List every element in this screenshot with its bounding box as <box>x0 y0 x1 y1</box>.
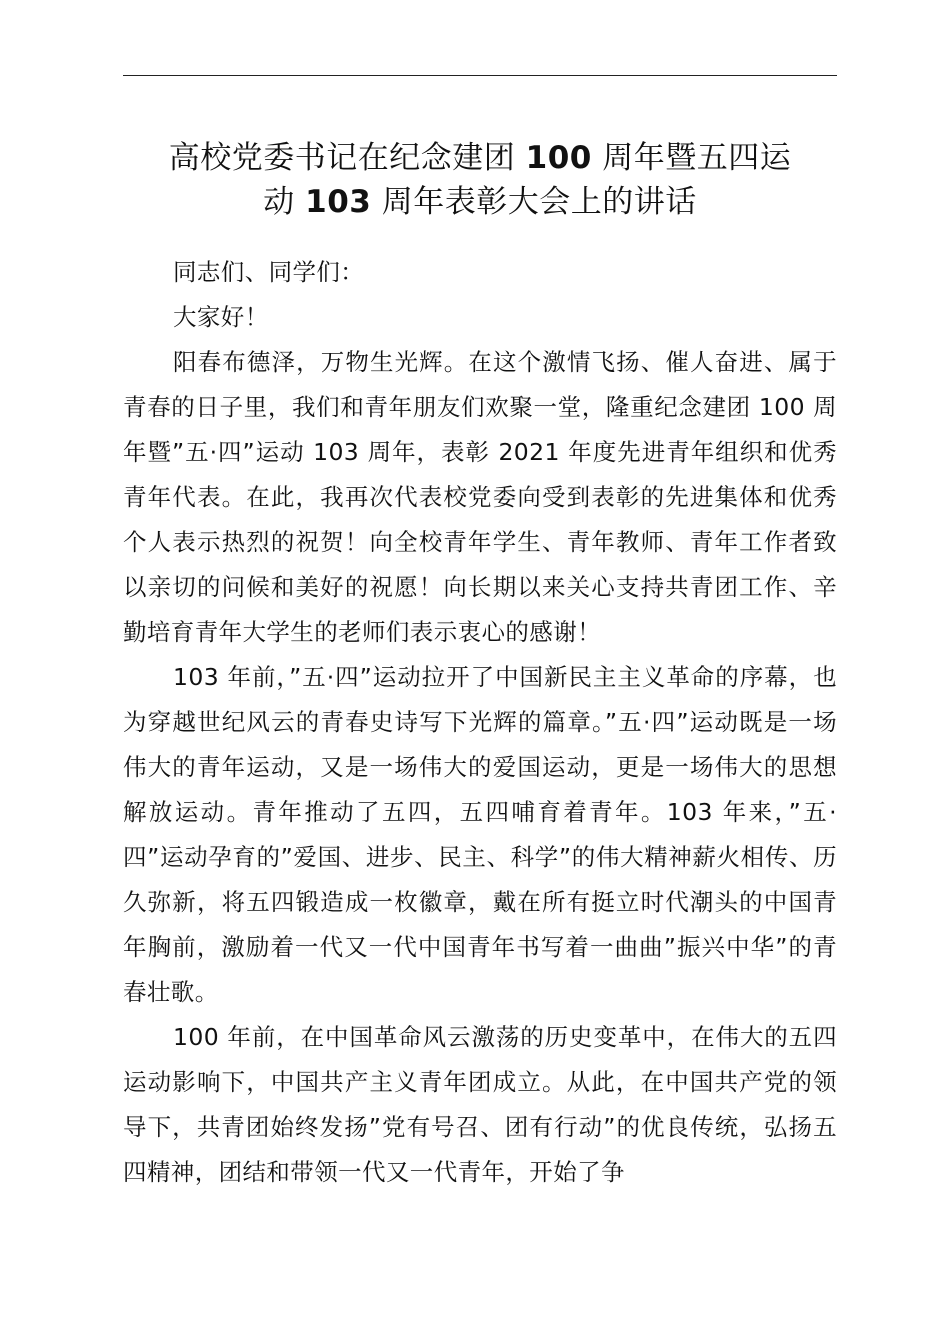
paragraph-1: 阳春布德泽，万物生光辉。在这个激情飞扬、催人奋进、属于青春的日子里，我们和青年朋友们欢聚一堂，隆重纪念建团 100 周年暨”五·四”运动 103 周年，表彰 2021 年度先进青年组织和优秀青年代表。在此，我再次代表校党委向受到表彰的先进集体和优秀个人表示热烈的祝贺！向全校青年学生、青年教师、青年工作者致以亲切的问候和美好的祝愿！向长期以来关心支持共青团工作、辛勤培育青年大学生的老师们表示衷心的感谢！ <box>123 348 837 646</box>
greeting: 大家好！ <box>173 303 269 331</box>
title-line-2: 动 103 周年表彰大会上的讲话 <box>263 184 697 220</box>
paragraph-3: 100 年前，在中国革命风云激荡的历史变革中，在伟大的五四运动影响下，中国共产主义青年团成立。从此，在中国共产党的领导下，共青团始终发扬”党有号召、团有行动”的优良传统，弘扬五四精神，团结和带领一代又一代青年，开始了争 <box>123 1023 837 1186</box>
salutation: 同志们、同学们： <box>173 258 365 286</box>
paragraph-2: 103 年前，”五·四”运动拉开了中国新民主主义革命的序幕，也为穿越世纪风云的青春史诗写下光辉的篇章。”五·四”运动既是一场伟大的青年运动，又是一场伟大的爱国运动，更是一场伟大的思想解放运动。青年推动了五四，五四哺育着青年。103 年来，”五·四”运动孕育的”爱国、进步、民主、科学”的伟大精神薪火相传、历久弥新，将五四锻造成一枚徽章，戴在所有挺立时代潮头的中国青年胸前，激励着一代又一代中国青年书写着一曲曲”振兴中华”的青春壮歌。 <box>123 663 837 1006</box>
header-rule <box>123 75 837 76</box>
document-title <box>123 136 837 224</box>
document-body <box>123 250 837 1195</box>
title-line-1: 高校党委书记在纪念建团 100 周年暨五四运 <box>168 140 792 176</box>
